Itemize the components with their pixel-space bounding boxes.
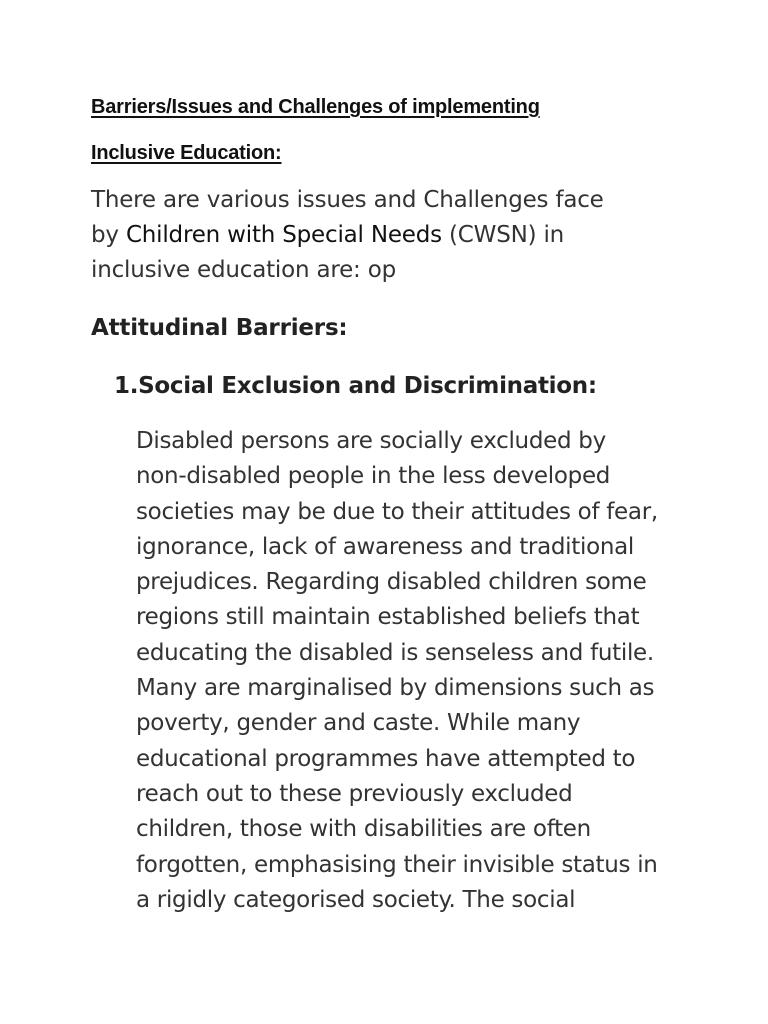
- intro-line-2-prefix: by: [91, 222, 126, 248]
- body-line: prejudices. Regarding disabled children some: [136, 569, 647, 596]
- body-line: Disabled persons are socially excluded by: [136, 428, 606, 454]
- document-heading-line-1: Barriers/Issues and Challenges of implementing: [91, 96, 540, 118]
- body-line: reach out to these previously excluded: [136, 780, 573, 807]
- document-heading-line-2: Inclusive Education:: [91, 142, 282, 164]
- body-line: ignorance, lack of awareness and traditional: [136, 533, 635, 560]
- item-title: 1.Social Exclusion and Discrimination:: [114, 373, 597, 399]
- body-line: forgotten, emphasising their invisible status in: [136, 851, 658, 878]
- body-line: educating the disabled is senseless and futile.: [136, 639, 654, 666]
- body-paragraph: [136, 424, 716, 918]
- body-line: poverty, gender and caste. While many: [136, 710, 581, 737]
- intro-paragraph: [91, 183, 691, 288]
- body-line: non-disabled people in the less developed: [136, 463, 611, 490]
- body-line: societies may be due to their attitudes of fear,: [136, 498, 658, 525]
- body-line: educational programmes have attempted to: [136, 745, 636, 772]
- intro-line-2: [91, 218, 691, 253]
- intro-line-1: There are various issues and Challenges face: [91, 187, 604, 213]
- body-line: a rigidly categorised society. The social: [136, 886, 576, 913]
- body-line: children, those with disabilities are often: [136, 816, 591, 843]
- body-line: Many are marginalised by dimensions such as: [136, 675, 655, 702]
- intro-emphasis-cwsn: Children with Special Needs: [125, 222, 442, 248]
- intro-line-2-suffix: (CWSN) in: [441, 222, 565, 248]
- section-title: Attitudinal Barriers:: [91, 315, 348, 341]
- body-line: regions still maintain established beliefs that: [136, 604, 640, 631]
- intro-line-3: inclusive education are: op: [91, 257, 396, 283]
